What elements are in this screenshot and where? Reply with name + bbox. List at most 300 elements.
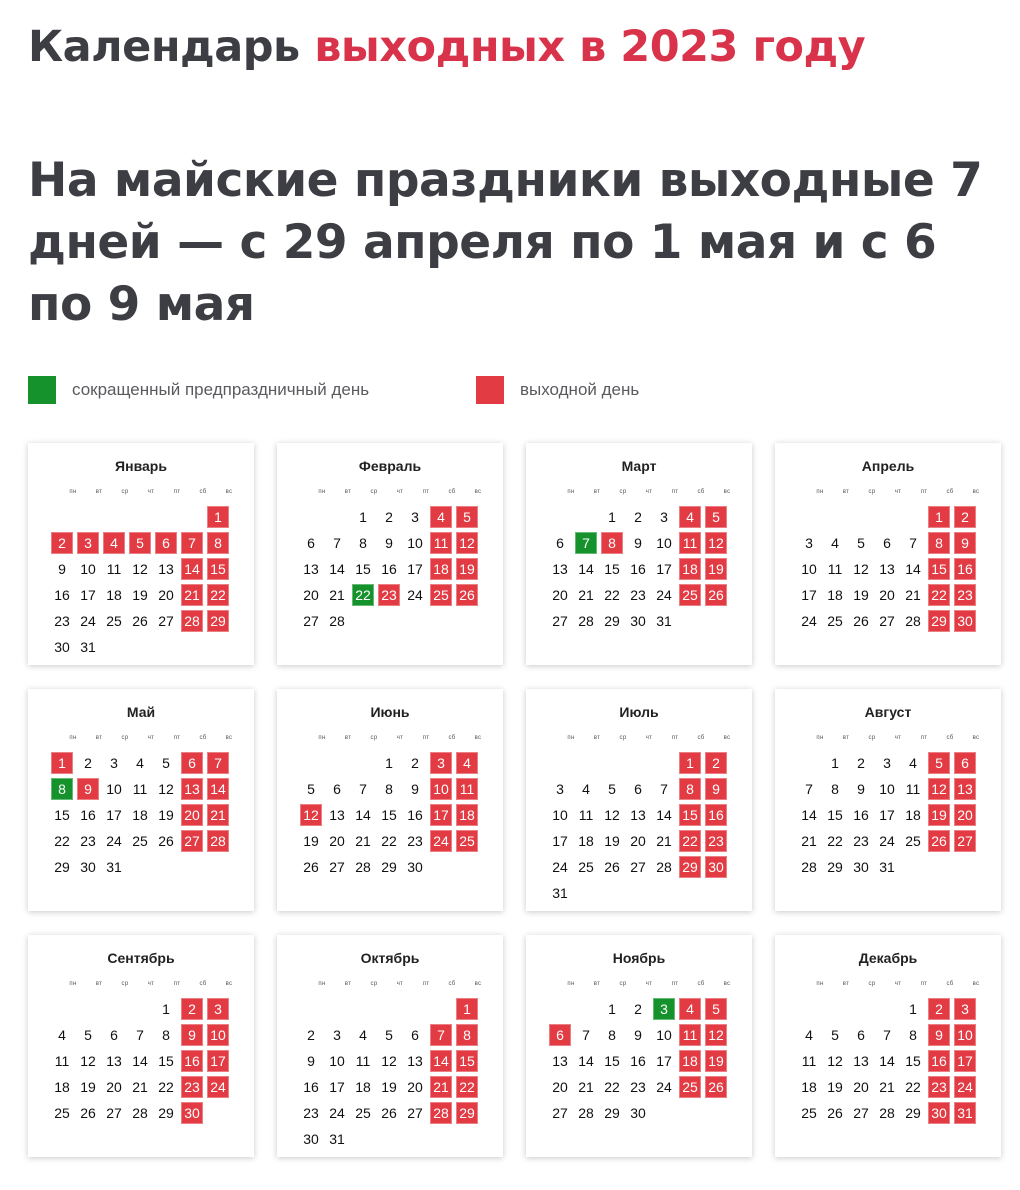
day-cell: 30 — [853, 859, 869, 875]
day-cell: 5 — [608, 781, 616, 797]
weekday-label: вс — [225, 981, 233, 987]
weekday-label: чт — [645, 489, 653, 495]
day-cell: 22 — [604, 587, 620, 603]
day-cell: 25 — [801, 1105, 817, 1121]
day-cell: 13 — [407, 1053, 423, 1069]
day-cell: 4 — [582, 781, 590, 797]
day-cell: 30 — [407, 859, 423, 875]
day-cell: 12 — [381, 1053, 397, 1069]
day-cell-off: 14 — [207, 778, 229, 800]
weekday-label: вт — [95, 489, 103, 495]
day-cell: 26 — [303, 859, 319, 875]
day-cell: 14 — [879, 1053, 895, 1069]
day-cell: 23 — [80, 833, 96, 849]
month-card — [277, 935, 503, 1157]
day-cell-off: 5 — [705, 506, 727, 528]
day-cell: 8 — [608, 1027, 616, 1043]
day-cell-off: 26 — [928, 830, 950, 852]
day-cell: 1 — [162, 1001, 170, 1017]
day-cell: 26 — [381, 1105, 397, 1121]
day-cell-off: 8 — [679, 778, 701, 800]
weekday-label: пт — [173, 735, 181, 741]
day-cell-off: 22 — [928, 584, 950, 606]
day-cell: 22 — [827, 833, 843, 849]
day-cell-off: 17 — [430, 804, 452, 826]
day-cell: 17 — [552, 833, 568, 849]
day-cell-off: 12 — [300, 804, 322, 826]
day-cell-off: 30 — [954, 610, 976, 632]
weekday-label: пт — [173, 981, 181, 987]
day-cell-off: 17 — [207, 1050, 229, 1072]
month-name: Март — [621, 458, 657, 474]
day-cell: 22 — [381, 833, 397, 849]
day-cell-off: 8 — [207, 532, 229, 554]
day-cell-off: 27 — [954, 830, 976, 852]
day-cell: 7 — [883, 1027, 891, 1043]
day-cell-off: 11 — [430, 532, 452, 554]
day-cell-off: 19 — [705, 1050, 727, 1072]
day-cell-off: 21 — [430, 1076, 452, 1098]
day-cell-off: 27 — [181, 830, 203, 852]
day-cell: 3 — [333, 1027, 341, 1043]
day-cell: 23 — [407, 833, 423, 849]
day-cell: 5 — [84, 1027, 92, 1043]
legend-item-day-off — [476, 376, 639, 404]
day-cell: 13 — [329, 807, 345, 823]
day-cell-off: 26 — [705, 584, 727, 606]
day-cell: 29 — [381, 859, 397, 875]
day-cell: 13 — [106, 1053, 122, 1069]
weekday-label: пт — [920, 489, 928, 495]
weekday-label: чт — [147, 489, 155, 495]
day-cell-off: 21 — [207, 804, 229, 826]
day-cell: 2 — [634, 1001, 642, 1017]
day-cell: 25 — [827, 613, 843, 629]
day-cell-off: 12 — [928, 778, 950, 800]
weekday-label: чт — [396, 735, 404, 741]
weekday-label: пн — [816, 735, 824, 741]
month-name: Июнь — [370, 704, 410, 720]
day-cell: 19 — [158, 807, 174, 823]
day-cell: 20 — [879, 587, 895, 603]
day-cell: 29 — [54, 859, 70, 875]
weekday-label: пт — [671, 489, 679, 495]
day-cell-off: 24 — [207, 1076, 229, 1098]
day-cell-off: 26 — [456, 584, 478, 606]
day-cell-off: 1 — [51, 752, 73, 774]
day-cell-off: 6 — [181, 752, 203, 774]
legend-label-short-day: сокращенный предпраздничный день — [72, 380, 370, 399]
weekday-label: чт — [396, 981, 404, 987]
day-cell-off: 30 — [181, 1102, 203, 1124]
day-cell: 11 — [578, 807, 594, 823]
day-cell: 4 — [805, 1027, 813, 1043]
day-cell: 1 — [608, 509, 616, 525]
day-cell-off: 14 — [430, 1050, 452, 1072]
legend-swatch-green — [28, 376, 56, 404]
weekday-label: ср — [619, 981, 627, 987]
day-cell: 12 — [132, 561, 148, 577]
day-cell: 31 — [656, 613, 672, 629]
day-cell: 2 — [634, 509, 642, 525]
day-cell: 13 — [879, 561, 895, 577]
day-cell-off: 2 — [954, 506, 976, 528]
day-cell: 17 — [407, 561, 423, 577]
day-cell: 9 — [411, 781, 419, 797]
day-cell: 21 — [578, 587, 594, 603]
day-cell: 10 — [106, 781, 122, 797]
weekday-label: вт — [344, 981, 352, 987]
weekday-label: вт — [593, 981, 601, 987]
day-cell-off: 11 — [679, 532, 701, 554]
day-cell-off: 23 — [378, 584, 400, 606]
day-cell-off: 4 — [456, 752, 478, 774]
day-cell: 14 — [578, 1053, 594, 1069]
weekday-label: пн — [567, 735, 575, 741]
day-cell: 25 — [355, 1105, 371, 1121]
day-cell: 21 — [879, 1079, 895, 1095]
weekday-label: чт — [147, 735, 155, 741]
day-cell: 27 — [303, 613, 319, 629]
weekday-label: пт — [671, 981, 679, 987]
weekday-label: вс — [723, 981, 731, 987]
day-cell: 24 — [552, 859, 568, 875]
month-card — [28, 689, 254, 911]
day-cell-off: 2 — [705, 752, 727, 774]
weekday-label: пн — [69, 489, 77, 495]
day-cell: 21 — [656, 833, 672, 849]
day-cell-off: 18 — [430, 558, 452, 580]
day-cell: 22 — [54, 833, 70, 849]
month-card — [28, 443, 254, 665]
day-cell: 10 — [879, 781, 895, 797]
day-cell-off: 29 — [207, 610, 229, 632]
day-cell: 14 — [132, 1053, 148, 1069]
day-cell: 25 — [578, 859, 594, 875]
day-cell-off: 14 — [181, 558, 203, 580]
day-cell: 12 — [158, 781, 174, 797]
weekday-label: сб — [946, 489, 954, 495]
day-cell-off: 20 — [954, 804, 976, 826]
day-cell: 1 — [608, 1001, 616, 1017]
weekday-label: вт — [95, 735, 103, 741]
day-cell: 9 — [307, 1053, 315, 1069]
day-cell: 22 — [604, 1079, 620, 1095]
day-cell-off: 23 — [954, 584, 976, 606]
day-cell-off: 22 — [679, 830, 701, 852]
day-cell: 17 — [329, 1079, 345, 1095]
weekday-label: пт — [422, 735, 430, 741]
day-cell: 28 — [578, 1105, 594, 1121]
weekday-label: ср — [868, 489, 876, 495]
day-cell: 18 — [801, 1079, 817, 1095]
day-cell-off: 11 — [456, 778, 478, 800]
day-cell: 3 — [805, 535, 813, 551]
weekday-label: пн — [816, 981, 824, 987]
day-cell: 6 — [556, 535, 564, 551]
day-cell: 13 — [158, 561, 174, 577]
weekday-label: сб — [697, 489, 705, 495]
day-cell: 29 — [827, 859, 843, 875]
weekday-label: сб — [946, 735, 954, 741]
day-cell: 30 — [630, 1105, 646, 1121]
day-cell: 31 — [106, 859, 122, 875]
weekday-label: вс — [972, 981, 980, 987]
day-cell: 20 — [552, 587, 568, 603]
day-cell: 4 — [359, 1027, 367, 1043]
weekday-label: пн — [816, 489, 824, 495]
day-cell: 27 — [853, 1105, 869, 1121]
day-cell: 25 — [132, 833, 148, 849]
day-cell-off: 24 — [954, 1076, 976, 1098]
day-cell: 13 — [303, 561, 319, 577]
day-cell: 11 — [905, 781, 921, 797]
weekday-label: вт — [593, 735, 601, 741]
weekday-label: пн — [318, 489, 326, 495]
weekday-label: вт — [593, 489, 601, 495]
day-cell: 7 — [333, 535, 341, 551]
day-cell: 7 — [136, 1027, 144, 1043]
day-cell-off: 10 — [954, 1024, 976, 1046]
weekday-label: ср — [370, 489, 378, 495]
day-cell-off: 4 — [103, 532, 125, 554]
day-cell: 10 — [552, 807, 568, 823]
weekday-label: пт — [920, 735, 928, 741]
weekday-label: ср — [868, 735, 876, 741]
day-cell: 9 — [58, 561, 66, 577]
day-cell: 21 — [329, 587, 345, 603]
weekday-label: пн — [69, 981, 77, 987]
weekday-label: вт — [344, 489, 352, 495]
day-cell: 27 — [552, 613, 568, 629]
day-cell: 27 — [106, 1105, 122, 1121]
day-cell-off: 22 — [456, 1076, 478, 1098]
weekday-label: чт — [396, 489, 404, 495]
weekday-label: сб — [697, 981, 705, 987]
day-cell: 18 — [905, 807, 921, 823]
day-cell: 9 — [634, 535, 642, 551]
day-cell: 12 — [827, 1053, 843, 1069]
day-cell: 21 — [355, 833, 371, 849]
day-cell: 5 — [307, 781, 315, 797]
day-cell-off: 9 — [181, 1024, 203, 1046]
day-cell: 3 — [110, 755, 118, 771]
weekday-label: ср — [619, 735, 627, 741]
month-name: Январь — [115, 458, 167, 474]
day-cell: 24 — [329, 1105, 345, 1121]
day-cell: 7 — [582, 1027, 590, 1043]
day-cell: 14 — [355, 807, 371, 823]
day-cell: 31 — [329, 1131, 345, 1147]
day-cell-off: 11 — [679, 1024, 701, 1046]
day-cell: 29 — [905, 1105, 921, 1121]
day-cell: 3 — [411, 509, 419, 525]
weekday-label: чт — [894, 981, 902, 987]
month-name: Сентябрь — [107, 950, 175, 966]
weekday-label: вс — [474, 735, 482, 741]
day-cell-off: 5 — [705, 998, 727, 1020]
day-cell: 25 — [905, 833, 921, 849]
day-cell-off: 23 — [181, 1076, 203, 1098]
weekday-label: вс — [972, 489, 980, 495]
day-cell-off: 15 — [456, 1050, 478, 1072]
day-cell: 21 — [578, 1079, 594, 1095]
page-title — [28, 22, 865, 72]
day-cell: 20 — [158, 587, 174, 603]
weekday-label: ср — [370, 981, 378, 987]
day-cell: 23 — [630, 587, 646, 603]
day-cell: 2 — [307, 1027, 315, 1043]
weekday-label: вс — [474, 489, 482, 495]
day-cell: 6 — [411, 1027, 419, 1043]
day-cell: 6 — [857, 1027, 865, 1043]
day-cell: 19 — [604, 833, 620, 849]
day-cell: 14 — [578, 561, 594, 577]
day-cell: 5 — [162, 755, 170, 771]
day-cell: 28 — [656, 859, 672, 875]
month-card — [28, 935, 254, 1157]
weekday-label: пн — [69, 735, 77, 741]
day-cell-off: 1 — [679, 752, 701, 774]
day-cell: 26 — [132, 613, 148, 629]
day-cell: 19 — [303, 833, 319, 849]
day-cell: 23 — [853, 833, 869, 849]
day-cell: 13 — [552, 1053, 568, 1069]
day-cell: 19 — [853, 587, 869, 603]
weekday-label: сб — [946, 981, 954, 987]
day-cell: 19 — [80, 1079, 96, 1095]
month-name: Февраль — [358, 458, 422, 474]
day-cell: 5 — [857, 535, 865, 551]
day-cell: 28 — [801, 859, 817, 875]
day-cell: 16 — [54, 587, 70, 603]
legend-item-short-day — [28, 376, 369, 404]
day-cell: 26 — [827, 1105, 843, 1121]
day-cell: 24 — [106, 833, 122, 849]
day-cell: 8 — [831, 781, 839, 797]
weekday-label: вс — [723, 735, 731, 741]
day-cell: 13 — [853, 1053, 869, 1069]
day-cell: 25 — [106, 613, 122, 629]
day-cell-off: 13 — [954, 778, 976, 800]
day-cell-off: 23 — [705, 830, 727, 852]
title-part-1: Календарь — [28, 22, 315, 72]
day-cell: 19 — [827, 1079, 843, 1095]
day-cell-off: 6 — [954, 752, 976, 774]
day-cell-off: 23 — [928, 1076, 950, 1098]
day-cell: 10 — [329, 1053, 345, 1069]
month-name: Июль — [619, 704, 659, 720]
weekday-label: вс — [225, 489, 233, 495]
day-cell: 24 — [879, 833, 895, 849]
day-cell-off: 2 — [51, 532, 73, 554]
day-cell: 10 — [801, 561, 817, 577]
day-cell-short: 22 — [352, 584, 374, 606]
day-cell: 30 — [303, 1131, 319, 1147]
day-cell: 11 — [54, 1053, 70, 1069]
day-cell: 22 — [158, 1079, 174, 1095]
month-card — [775, 689, 1001, 911]
month-card — [526, 443, 752, 665]
weekday-label: пн — [318, 981, 326, 987]
weekday-label: пн — [318, 735, 326, 741]
day-cell: 19 — [132, 587, 148, 603]
month-name: Август — [864, 704, 912, 720]
day-cell: 18 — [578, 833, 594, 849]
day-cell-off: 15 — [928, 558, 950, 580]
day-cell: 13 — [630, 807, 646, 823]
day-cell: 20 — [303, 587, 319, 603]
day-cell: 15 — [355, 561, 371, 577]
day-cell-off: 25 — [679, 584, 701, 606]
day-cell: 25 — [54, 1105, 70, 1121]
day-cell-off: 12 — [456, 532, 478, 554]
day-cell: 27 — [879, 613, 895, 629]
weekday-label: сб — [199, 981, 207, 987]
day-cell: 3 — [660, 509, 668, 525]
day-cell: 14 — [905, 561, 921, 577]
day-cell: 10 — [407, 535, 423, 551]
day-cell: 12 — [80, 1053, 96, 1069]
day-cell: 27 — [158, 613, 174, 629]
weekday-label: вс — [723, 489, 731, 495]
day-cell-off: 19 — [928, 804, 950, 826]
weekday-label: ср — [121, 981, 129, 987]
day-cell-off: 8 — [928, 532, 950, 554]
weekday-label: вс — [972, 735, 980, 741]
day-cell: 6 — [883, 535, 891, 551]
day-cell: 11 — [132, 781, 148, 797]
day-cell: 29 — [604, 613, 620, 629]
day-cell: 24 — [801, 613, 817, 629]
day-cell: 24 — [656, 1079, 672, 1095]
day-cell-off: 15 — [679, 804, 701, 826]
day-cell: 15 — [604, 1053, 620, 1069]
weekday-label: ср — [619, 489, 627, 495]
day-cell: 15 — [604, 561, 620, 577]
day-cell: 17 — [656, 1053, 672, 1069]
day-cell-off: 2 — [181, 998, 203, 1020]
day-cell: 2 — [84, 755, 92, 771]
day-cell: 15 — [905, 1053, 921, 1069]
weekday-label: чт — [894, 489, 902, 495]
day-cell-off: 12 — [705, 532, 727, 554]
day-cell-off: 28 — [207, 830, 229, 852]
day-cell: 26 — [604, 859, 620, 875]
day-cell: 28 — [905, 613, 921, 629]
weekday-label: ср — [121, 489, 129, 495]
day-cell-off: 28 — [430, 1102, 452, 1124]
day-cell: 15 — [54, 807, 70, 823]
day-cell: 6 — [110, 1027, 118, 1043]
legend — [28, 376, 988, 406]
day-cell-short: 8 — [51, 778, 73, 800]
day-cell: 8 — [909, 1027, 917, 1043]
day-cell: 30 — [630, 613, 646, 629]
day-cell: 18 — [132, 807, 148, 823]
day-cell-off: 9 — [954, 532, 976, 554]
day-cell-off: 1 — [928, 506, 950, 528]
day-cell-off: 16 — [181, 1050, 203, 1072]
day-cell: 15 — [158, 1053, 174, 1069]
day-cell: 20 — [407, 1079, 423, 1095]
day-cell: 16 — [381, 561, 397, 577]
weekday-label: вт — [344, 735, 352, 741]
day-cell: 14 — [801, 807, 817, 823]
day-cell: 6 — [634, 781, 642, 797]
day-cell-off: 9 — [705, 778, 727, 800]
day-cell: 7 — [909, 535, 917, 551]
